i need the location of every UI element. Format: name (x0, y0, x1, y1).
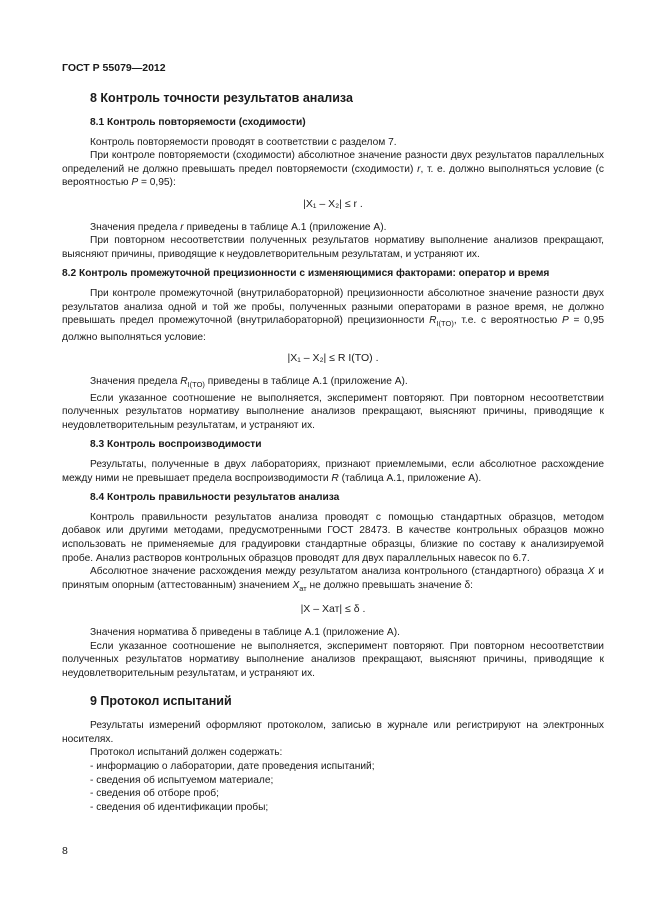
paragraph: Если указанное соотношение не выполняется, эксперимент повторяют. При повторном несоответствии полученных результатов нормативу выполнение анализов прекращают, выясняют причины, приводящие к неудовлетворительным результатам, и устраняют их. (62, 392, 604, 431)
list-item: - сведения об отборе проб; (90, 788, 219, 800)
paragraph: Протокол испытаний должен содержать: (90, 747, 283, 759)
paragraph: Если указанное соотношение не выполняется, эксперимент повторяют. При повторном несоответствии полученных результатов нормативу выполнение анализов прекращают, выясняют причины, приводящие к неудовлетворительным результатам, и устраняют их. (62, 640, 604, 679)
paragraph: При контроле промежуточной (внутрилабораторной) прецизионности абсолютное значение разности двух результатов анализа одной и той же пробы, полученных разными операторами в разное время, не должно превышать предел промежуточной (внутрилабораторной) прецизионности $R_{I(TO)}$, т.е. с вероятностью P = 0,95 должно выполняться условие: (62, 287, 604, 343)
paragraph: Контроль правильности результатов анализа проводят с помощью стандартных образцов, методом добавок или другими методами, предусмотренными ГОСТ 28473. В качестве контрольных образцов можно использовать не применяемые для градуировки стандартные образцы, близкие по составу к анализируемой пробе. Анализ растворов контрольных образцов проводят для двух параллельных навесок по 6.7. (62, 511, 604, 564)
formula-text: |X₁ – X₂| ≤ r . (303, 197, 363, 210)
document-header: ГОСТ Р 55079—2012 (62, 62, 166, 74)
formula-text: |X₁ – X₂| ≤ R I(TO) . (287, 352, 379, 365)
paragraph: Значения предела r приведены в таблице А.1 (приложение А). (90, 221, 387, 233)
list-item: - сведения об испытуемом материале; (90, 774, 274, 786)
section-8-3-title: 8.3 Контроль воспроизводимости (90, 439, 262, 451)
list-item: - информацию о лаборатории, дате проведения испытаний; (90, 761, 375, 773)
section-8-4-title: 8.4 Контроль правильности результатов анализа (90, 492, 340, 504)
paragraph: Абсолютное значение расхождения между результатом анализа контрольного (стандартного) образца X и принятым опорным (аттестованным) значением $X_{ат}$ не должно превышать значение δ: (62, 566, 604, 593)
formula-text: |X – Xат| ≤ δ . (300, 603, 366, 616)
document-body (62, 91, 604, 814)
paragraph: Значения норматива δ приведены в таблице А.1 (приложение А). (90, 626, 400, 638)
formula-accuracy (62, 603, 604, 617)
paragraph: Значения предела $R_{I(TO)}$ приведены в таблице А.1 (приложение А). (90, 375, 408, 389)
paragraph: Результаты измерений оформляют протоколом, записью в журнале или регистрируют на электронных носителях. (62, 720, 604, 745)
section-8-title: 8 Контроль точности результатов анализа (90, 91, 353, 105)
list-item: - сведения об идентификации пробы; (90, 801, 269, 813)
paragraph: При повторном несоответствии полученных результатов нормативу выполнение анализов прекращают, выясняют причины, приводящие к неудовлетворительным результатам, и устраняют их. (62, 235, 604, 260)
paragraph: Контроль повторяемости проводят в соответствии с разделом 7. (90, 136, 397, 148)
formula-intermediate-precision (62, 352, 604, 366)
page-number: 8 (62, 845, 68, 857)
formula-repeatability (62, 198, 604, 212)
paragraph: Результаты, полученные в двух лабораториях, признают приемлемыми, если абсолютное расхождение между ними не превышает предела воспроизводимости R (таблица А.1, приложение А). (62, 458, 604, 484)
section-9-title: 9 Протокол испытаний (90, 694, 232, 709)
section-8-1-title: 8.1 Контроль повторяемости (сходимости) (90, 117, 306, 128)
section-8-2-title: 8.2 Контроль промежуточной прецизионности с изменяющимися факторами: оператор и время (62, 268, 550, 280)
paragraph: При контроле повторяемости (сходимости) абсолютное значение разности двух результатов параллельных определений не должно превышать предел повторяемости (сходимости) r, т. е. должно выполняться условие (с вероятностью P = 0,95): (62, 150, 604, 189)
protocol-contents-list (62, 760, 604, 814)
